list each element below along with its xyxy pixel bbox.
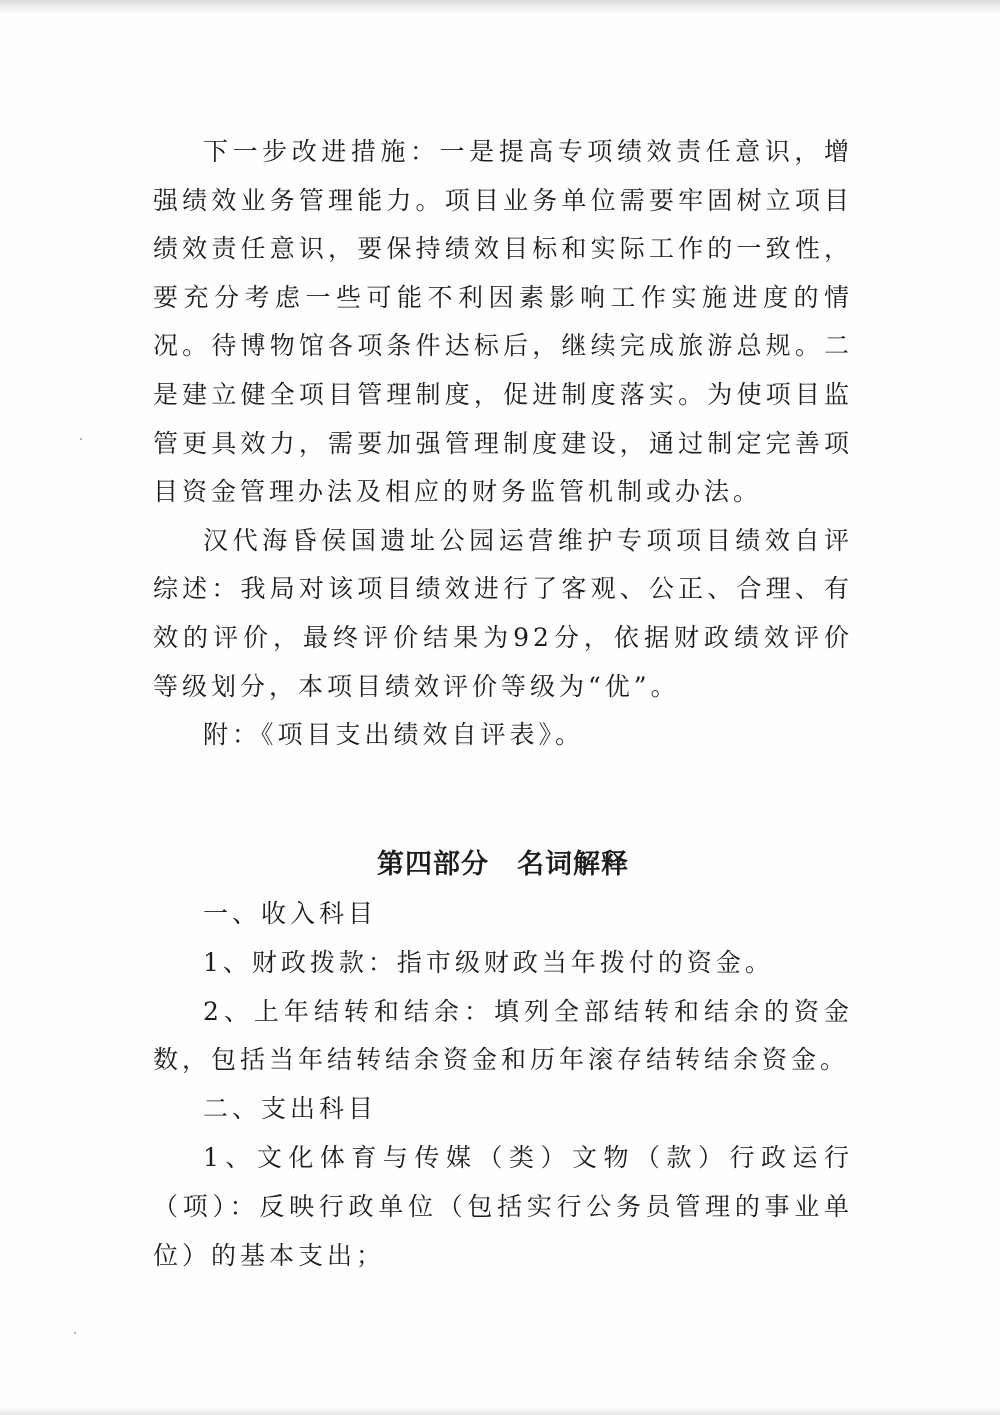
section-heading: 第四部分 名词解释 (377, 849, 629, 880)
glossary-section (153, 890, 853, 1280)
glossary-item: 1、文化体育与传媒（类）文物（款）行政运行（项）：反映行政单位（包括实行公务员管理的事业单位）的基本支出； (153, 1142, 853, 1270)
improvement-measures-paragraph: 下一步改进措施：一是提高专项绩效责任意识，增强绩效业务管理能力。项目业务单位需要牢固树立项目绩效责任意识，要保持绩效目标和实际工作的一致性，要充分考虑一些可能不利因素影响工作实施进度的情况。待博物馆各项条件达标后，继续完成旅游总规。二是建立健全项目管理制度，促进制度落实。为使项目监管更具效力，需要加强管理制度建设，通过制定完善项目资金管理办法及相应的财务监管机制或办法。 (153, 137, 853, 507)
glossary-item: 1、财政拨款：指市级财政当年拨付的资金。 (203, 947, 774, 977)
glossary-item: 一、收入科目 (203, 899, 378, 928)
scan-speck (80, 438, 82, 440)
body-text (153, 128, 853, 760)
attachment-note-paragraph: 附：《项目支出绩效自评表》。 (203, 720, 585, 750)
scan-edge-top (0, 0, 1000, 14)
glossary-item: 二、支出科目 (203, 1094, 378, 1124)
scan-edge-bottom (0, 1407, 1000, 1415)
self-evaluation-summary-paragraph: 汉代海昏侯国遗址公园运营维护专项项目绩效自评综述：我局对该项目绩效进行了客观、公正、合理、有效的评价，最终评价结果为92分，依据财政绩效评价等级划分，本项目绩效评价等级为“优”。 (153, 525, 853, 701)
glossary-item: 2、上年结转和结余：填列全部结转和结余的资金数，包括当年结转结余资金和历年滚存结转结余资金。 (153, 996, 853, 1075)
scan-speck (74, 1332, 76, 1334)
